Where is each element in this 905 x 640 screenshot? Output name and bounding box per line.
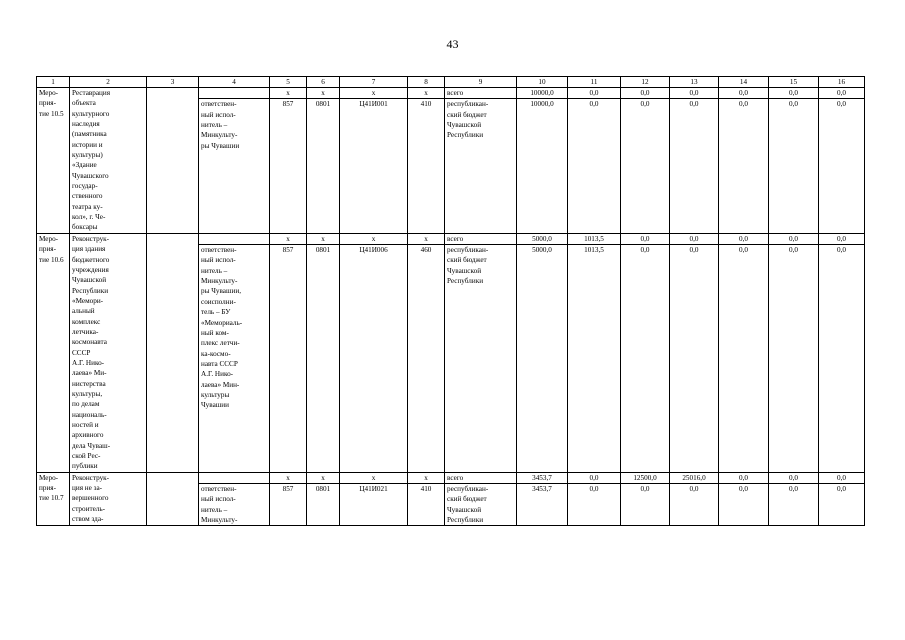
activity-name-line: культурного (72, 109, 110, 118)
executor-cell-line: ка-космо- (201, 349, 231, 358)
column-3-cell (147, 233, 199, 472)
executor-cell-line: Минкульту- (201, 516, 238, 525)
activity-name-line: театра ку- (72, 202, 103, 211)
code-cell: x (270, 233, 307, 244)
activity-name-line: учреждения (72, 265, 109, 274)
activity-name-line: Реставрация (72, 89, 111, 97)
amount-cell: 0,0 (819, 484, 865, 526)
activity-name-line: архивного (72, 431, 104, 440)
funding-source-cell-line: республикан- (447, 485, 489, 494)
activity-name-line: Реконструк- (72, 473, 110, 482)
activity-name-line: публики (72, 462, 98, 471)
funding-source-cell-line: Чувашской (447, 120, 482, 129)
activity-code-line: прия- (39, 99, 56, 108)
header-cell: 5 (270, 77, 307, 88)
code-cell: 460 (408, 245, 445, 473)
activity-name-line: (памятника (72, 130, 107, 139)
executor-cell-line: нитель – (201, 120, 228, 129)
executor-cell-empty (199, 233, 270, 244)
activity-name-line: строитель- (72, 504, 106, 513)
activity-name-line: альный (72, 307, 95, 316)
code-cell: Ц41И001 (340, 99, 408, 234)
activity-name-line: наследия (72, 120, 100, 129)
funding-source-cell-line: республикан- (447, 246, 489, 255)
header-cell: 2 (70, 77, 147, 88)
code-cell: Ц41И006 (340, 245, 408, 473)
activity-name-line: истории и (72, 140, 103, 149)
header-cell: 10 (517, 77, 568, 88)
source-total-cell: всего (445, 88, 517, 99)
column-3-cell (147, 472, 199, 526)
amount-cell: 0,0 (568, 88, 621, 99)
funding-source-cell-line: республикан- (447, 100, 489, 109)
executor-cell-line: ный испол- (201, 110, 236, 119)
header-cell: 8 (408, 77, 445, 88)
code-cell: x (408, 233, 445, 244)
amount-cell: 0,0 (769, 233, 819, 244)
code-cell: 857 (270, 99, 307, 234)
amount-cell: 0,0 (769, 88, 819, 99)
header-row (37, 77, 865, 88)
amount-cell: 0,0 (670, 484, 719, 526)
amount-cell: 0,0 (670, 233, 719, 244)
code-cell: x (408, 472, 445, 483)
amount-cell: 1013,5 (568, 245, 621, 473)
activity-name-line: боксары (72, 223, 98, 232)
activity-name-line: вершенного (72, 494, 109, 503)
funding-source-cell-line: Республики (447, 516, 484, 525)
executor-cell (199, 245, 270, 473)
amount-cell: 0,0 (819, 472, 865, 483)
code-cell: x (307, 472, 340, 483)
header-cell: 6 (307, 77, 340, 88)
activity-name-line: космонавта (72, 338, 107, 347)
executor-cell-line: нитель – (201, 266, 228, 275)
amount-cell: 0,0 (719, 472, 769, 483)
activity-name (70, 472, 147, 526)
executor-cell-line: «Мемориаль- (201, 318, 243, 327)
amount-cell: 5000,0 (517, 233, 568, 244)
executor-cell-line: лаева» Мин- (201, 380, 240, 389)
header-cell: 12 (621, 77, 670, 88)
amount-cell: 0,0 (670, 99, 719, 234)
activity-name-line: «Мемори- (72, 296, 104, 305)
amount-cell: 0,0 (621, 484, 670, 526)
activity-name-line: культуры, (72, 389, 103, 398)
amount-cell: 0,0 (670, 88, 719, 99)
amount-cell: 0,0 (819, 245, 865, 473)
amount-cell: 0,0 (769, 484, 819, 526)
amount-cell: 12500,0 (621, 472, 670, 483)
header-cell: 16 (819, 77, 865, 88)
amount-cell: 0,0 (819, 88, 865, 99)
executor-cell-line: соисполни- (201, 297, 236, 306)
funding-source-cell (445, 484, 517, 526)
amount-cell: 5000,0 (517, 245, 568, 473)
amount-cell: 0,0 (621, 88, 670, 99)
page-number: 43 (446, 37, 459, 51)
activity-name-line: ством зда- (72, 515, 104, 524)
activity-name-line: объекта (72, 99, 96, 108)
amount-cell: 0,0 (568, 99, 621, 234)
header-cell: 13 (670, 77, 719, 88)
activity-code-line: Меро- (39, 473, 59, 482)
header-cell: 7 (340, 77, 408, 88)
program-table (36, 76, 865, 526)
funding-source-cell-line: ский бюджет (447, 495, 487, 504)
funding-source-cell (445, 245, 517, 473)
activity-code-line: тие 10.5 (39, 109, 64, 118)
executor-cell-line: Минкульту- (201, 277, 238, 286)
funding-source-cell-line: Чувашской (447, 505, 482, 514)
amount-cell: 10000,0 (517, 99, 568, 234)
amount-cell: 0,0 (621, 245, 670, 473)
activity-total-row (37, 472, 865, 483)
header-cell: 1 (37, 77, 70, 88)
activity-name-line: нистерства (72, 379, 106, 388)
amount-cell: 0,0 (719, 245, 769, 473)
header-cell: 9 (445, 77, 517, 88)
amount-cell: 0,0 (769, 245, 819, 473)
activity-code-line: тие 10.7 (39, 494, 64, 503)
activity-name-line: Чувашской (72, 276, 107, 285)
executor-cell (199, 484, 270, 526)
amount-cell: 0,0 (819, 233, 865, 244)
executor-cell-line: ответствен- (201, 100, 237, 109)
activity-name-line: Республики (72, 286, 109, 295)
header-cell: 4 (199, 77, 270, 88)
code-cell: Ц41И021 (340, 484, 408, 526)
activity-total-row (37, 233, 865, 244)
executor-cell-line: нитель – (201, 505, 228, 514)
amount-cell: 1013,5 (568, 233, 621, 244)
activity-name (70, 88, 147, 234)
amount-cell: 0,0 (719, 88, 769, 99)
funding-source-cell-line: Республики (447, 277, 484, 286)
code-cell: x (307, 88, 340, 99)
activity-name-line: ской Рес- (72, 452, 101, 461)
executor-cell (199, 99, 270, 234)
activity-total-row (37, 88, 865, 99)
code-cell: x (408, 88, 445, 99)
activity-name (70, 233, 147, 472)
executor-cell-line: ры Чувашии (201, 141, 240, 150)
amount-cell: 0,0 (621, 99, 670, 234)
code-cell: 857 (270, 245, 307, 473)
executor-cell-line: ный испол- (201, 495, 236, 504)
code-cell: 0801 (307, 99, 340, 234)
code-cell: 857 (270, 484, 307, 526)
activity-name-line: националь- (72, 410, 107, 419)
header-cell: 15 (769, 77, 819, 88)
activity-name-line: комплекс (72, 317, 101, 326)
executor-cell-empty (199, 88, 270, 99)
amount-cell: 3453,7 (517, 472, 568, 483)
executor-cell-line: ный испол- (201, 256, 236, 265)
source-total-cell: всего (445, 472, 517, 483)
activity-name-line: ция здания (72, 245, 106, 254)
activity-name-line: ственного (72, 192, 103, 201)
executor-cell-empty (199, 472, 270, 483)
code-cell: x (340, 88, 408, 99)
activity-name-line: культуры) (72, 151, 103, 160)
header-cell: 11 (568, 77, 621, 88)
activity-code (37, 88, 70, 234)
activity-code-line: прия- (39, 484, 56, 493)
funding-source-cell-line: Республики (447, 131, 484, 140)
activity-code (37, 233, 70, 472)
code-cell: 410 (408, 99, 445, 234)
activity-name-line: бюджетного (72, 255, 110, 264)
activity-name-line: лаева» Ми- (72, 369, 107, 378)
code-cell: x (340, 472, 408, 483)
amount-cell: 0,0 (719, 99, 769, 234)
activity-code-line: прия- (39, 245, 56, 254)
activity-code-line: тие 10.6 (39, 255, 64, 264)
code-cell: 410 (408, 484, 445, 526)
activity-code-line: Меро- (39, 234, 59, 243)
amount-cell: 0,0 (819, 99, 865, 234)
header-cell: 3 (147, 77, 199, 88)
header-cell: 14 (719, 77, 769, 88)
funding-source-cell-line: Чувашской (447, 266, 482, 275)
amount-cell: 0,0 (568, 484, 621, 526)
executor-cell-line: Минкульту- (201, 131, 238, 140)
activity-name-line: летчика- (72, 327, 99, 336)
activity-name-line: СССР (72, 348, 91, 357)
amount-cell: 25016,0 (670, 472, 719, 483)
executor-cell-line: тель – БУ (201, 308, 231, 317)
column-3-cell (147, 88, 199, 234)
executor-cell-line: плекс летчи- (201, 339, 240, 348)
executor-cell-line: ответствен- (201, 246, 237, 255)
amount-cell: 0,0 (769, 99, 819, 234)
activity-name-line: по делам (72, 400, 100, 409)
activity-name-line: А.Г. Нико- (72, 358, 105, 367)
amount-cell: 10000,0 (517, 88, 568, 99)
executor-cell-line: ный ком- (201, 328, 229, 337)
activity-name-line: государ- (72, 182, 98, 191)
activity-name-line: Чувашского (72, 171, 109, 180)
executor-cell-line: ры Чувашии, (201, 287, 241, 296)
executor-cell-line: Чувашии (201, 401, 229, 410)
funding-source-cell-line: ский бюджет (447, 256, 487, 265)
activity-name-line: ностей и (72, 421, 99, 429)
activity-name-line: дела Чуваш- (72, 441, 111, 450)
executor-cell-line: А.Г. Нико- (201, 370, 234, 379)
code-cell: x (270, 88, 307, 99)
amount-cell: 0,0 (670, 245, 719, 473)
amount-cell: 3453,7 (517, 484, 568, 526)
activity-name-line: «Здание (72, 161, 97, 170)
executor-cell-line: навта СССР (201, 359, 238, 368)
amount-cell: 0,0 (769, 472, 819, 483)
funding-source-cell (445, 99, 517, 234)
activity-name-line: ция не за- (72, 484, 103, 493)
funding-source-cell-line: ский бюджет (447, 110, 487, 119)
amount-cell: 0,0 (568, 472, 621, 483)
activity-code (37, 472, 70, 526)
activity-name-line: Реконструк- (72, 234, 110, 243)
code-cell: x (340, 233, 408, 244)
amount-cell: 0,0 (719, 484, 769, 526)
activity-name-line: кол», г. Че- (72, 213, 106, 222)
activity-code-line: Меро- (39, 89, 59, 97)
code-cell: 0801 (307, 484, 340, 526)
executor-cell-line: культуры (201, 390, 230, 399)
source-total-cell: всего (445, 233, 517, 244)
code-cell: x (307, 233, 340, 244)
executor-cell-line: ответствен- (201, 485, 237, 494)
amount-cell: 0,0 (719, 233, 769, 244)
amount-cell: 0,0 (621, 233, 670, 244)
code-cell: x (270, 472, 307, 483)
code-cell: 0801 (307, 245, 340, 473)
